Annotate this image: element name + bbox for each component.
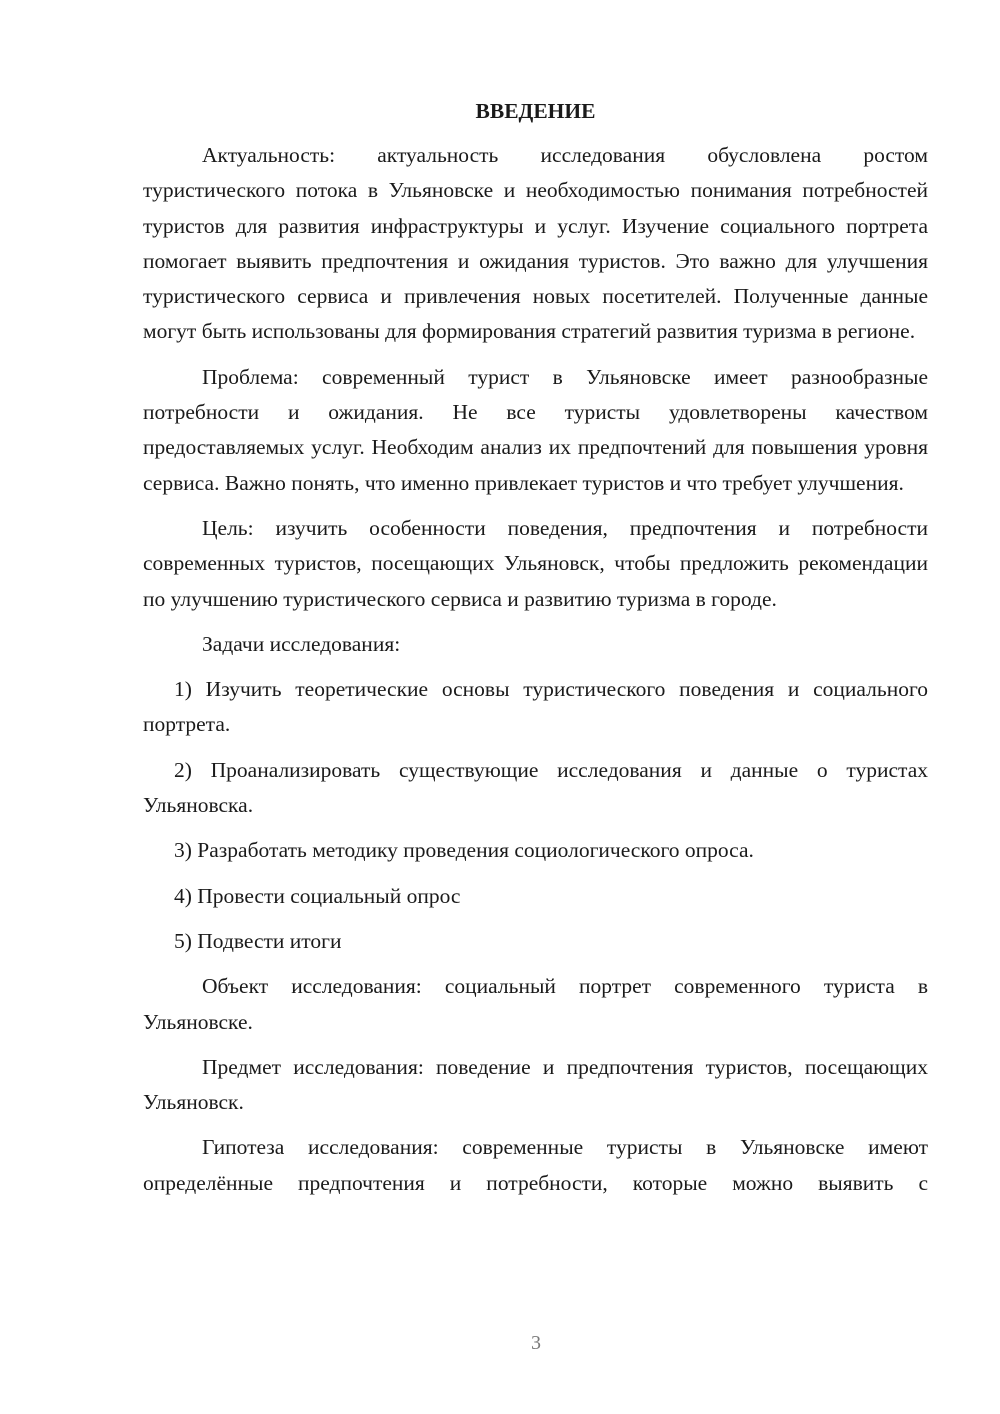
task-item-3: 3) Разработать методику проведения социологического опроса. <box>174 838 754 863</box>
task-item-5: 5) Подвести итоги <box>174 928 342 953</box>
tasks-heading: Задачи исследования: <box>202 631 401 656</box>
page-number: 3 <box>531 1332 541 1354</box>
page-title: ВВЕДЕНИЕ <box>475 99 596 123</box>
task-item-1: 1) Изучить теоретические основы туристического поведения и социального портрета. <box>143 677 928 737</box>
goal-paragraph: Цель: изучить особенности поведения, предпочтения и потребности современных туристов, посещающих Ульяновск, чтобы предложить рекомендации по улучшению туристического сервиса и развитию туризма в городе. <box>143 515 928 611</box>
object-paragraph: Объект исследования: социальный портрет современного туриста в Ульяновске. <box>143 974 928 1034</box>
document-page <box>143 95 928 1211</box>
relevance-paragraph: Актуальность: актуальность исследования обусловлена ростом туристического потока в Ульяновске и необходимостью понимания потребностей туристов для развития инфраструктуры и услуг. Изучение социального портрета помогает выявить предпочтения и ожидания туристов. Это важно для улучшения туристического сервиса и привлечения новых посетителей. Полученные данные могут быть использованы для формирования стратегий развития туризма в регионе. <box>143 143 928 344</box>
hypothesis-paragraph: Гипотеза исследования: современные туристы в Ульяновске имеют определённые предпочтения и потребности, которые можно выявить с <box>143 1135 928 1195</box>
subject-paragraph: Предмет исследования: поведение и предпочтения туристов, посещающих Ульяновск. <box>143 1054 928 1115</box>
task-item-2: 2) Проанализировать существующие исследования и данные о туристах Ульяновска. <box>143 757 928 818</box>
problem-paragraph: Проблема: современный турист в Ульяновске имеет разнообразные потребности и ожидания. Не все туристы удовлетворены качеством предоставляемых услуг. Необходим анализ их предпочтений для повышения уровня сервиса. Важно понять, что именно привлекает туристов и что требует улучшения. <box>143 364 928 495</box>
task-item-4: 4) Провести социальный опрос <box>174 883 461 908</box>
